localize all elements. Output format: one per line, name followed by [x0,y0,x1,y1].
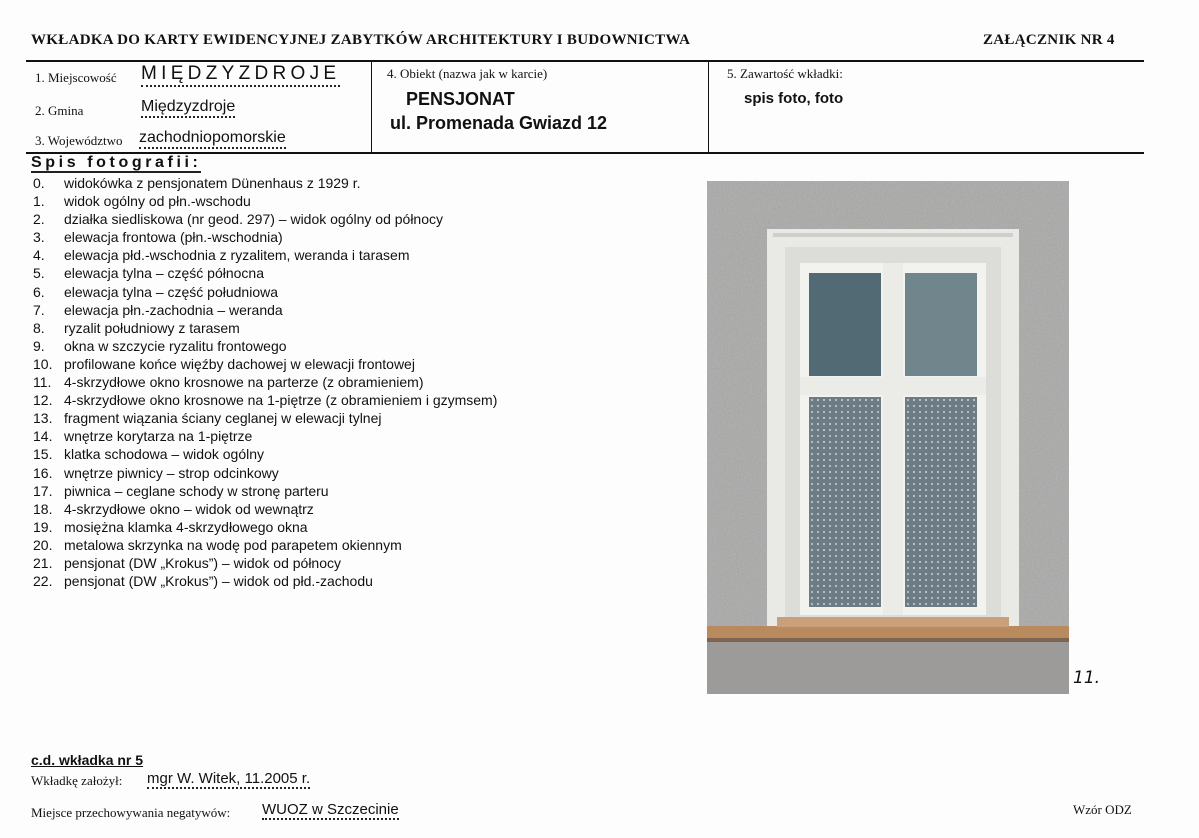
photo-list-item-number: 8. [33,319,45,336]
photo-list-item-text: widok ogólny od płn.-wschodu [64,193,251,210]
photo-list-item-text: pensjonat (DW „Krokus”) – widok od północy [64,554,342,571]
photo-list-item-text: widokówka z pensjonatem Dünenhaus z 1929 r. [64,175,361,191]
document-title: WKŁADKA DO KARTY EWIDENCYJNEJ ZABYTKÓW ARCHITEKTURY I BUDOWNICTWA [31,32,691,48]
photo-list-item-number: 18. [33,500,53,517]
photo-list-item [33,500,497,518]
photo-list-item-text: klatka schodowa – widok ogólny [64,446,265,463]
photo-list-item [33,192,497,210]
photo-list-item-number: 15. [33,446,53,463]
photo-list-item-number: 1. [33,193,45,210]
photo-list-item [33,373,497,391]
photo-list-item-text: elewacja płd.-wschodnia z ryzalitem, weranda i tarasem [64,247,410,264]
photo-list-item [33,518,497,536]
photo-list-item [33,283,497,301]
photo-list-item-number: 7. [33,301,45,318]
photo-list-item-text: pensjonat (DW „Krokus”) – widok od płd.-zachodu [64,573,373,590]
template-label: Wzór ODZ [1073,802,1132,817]
photo-list-item-number: 6. [33,283,45,300]
photo-list-item-number: 13. [33,410,53,427]
obiekt-label: 4. Obiekt (nazwa jak w karcie) [387,66,548,81]
photo-list-item-text: profilowane końce więźby dachowej w elewacji frontowej [64,355,415,372]
photo-list-item [33,174,497,192]
photo-list-item [33,536,497,554]
photo-list-item [33,391,497,409]
photo-list-item-number: 16. [33,464,53,481]
photo-list-item [33,337,497,355]
obiekt-name: PENSJONAT [406,89,515,109]
photo-list-item [33,301,497,319]
column-divider-1 [371,60,372,153]
photo-list-item [33,355,497,373]
photo-list-item-text: 4-skrzydłowe okno krosnowe na 1-piętrze (z obramieniem i gzymsem) [64,392,498,409]
wojewodztwo-label: 3. Województwo [35,133,123,148]
photo-list-item-text: elewacja tylna – część północna [64,265,265,282]
photo-list-item-text: mosiężna klamka 4-skrzydłowego okna [64,518,308,535]
photo-list-item-number: 3. [33,229,45,246]
photo-number: 11. [1073,668,1101,688]
table-top-border [26,60,1144,62]
gmina-label: 2. Gmina [35,103,84,118]
photo-list-item-text: ryzalit południowy z tarasem [64,319,240,336]
photo-list-item-text: piwnica – ceglane schody w stronę parteru [64,482,329,499]
photo-list-item-text: działka siedliskowa (nr geod. 297) – widok ogólny od północy [64,211,443,228]
column-divider-2 [708,60,709,153]
photo-list-item-number: 12. [33,392,53,409]
photo-list-item-text: fragment wiązania ściany ceglanej w elewacji tylnej [64,410,382,427]
continued-note: c.d. wkładka nr 5 [31,752,144,768]
photo-list-item [33,228,497,246]
window-photo [707,181,1069,694]
photo-list-item-number: 9. [33,337,45,354]
photo-list-item-text: elewacja płn.-zachodnia – weranda [64,301,283,318]
photo-list-item-number: 5. [33,265,45,282]
photo-list-item-number: 10. [33,355,53,372]
photo-list-item-text: okna w szczycie ryzalitu frontowego [64,337,287,354]
photo-list-item-number: 20. [33,536,53,553]
photo-list-item-text: elewacja frontowa (płn.-wschodnia) [64,229,283,246]
zawartosc-label: 5. Zawartość wkładki: [727,66,843,81]
photo-list-item-text: wnętrze piwnicy – strop odcinkowy [64,464,279,481]
annex-number: ZAŁĄCZNIK NR 4 [983,32,1115,48]
photo-list-item [33,464,497,482]
founded-label: Wkładkę założył: [31,773,123,788]
miejscowosc-value: MIĘDZYZDROJE [141,63,340,87]
storage-label: Miejsce przechowywania negatywów: [31,805,231,820]
obiekt-address: ul. Promenada Gwiazd 12 [390,113,608,133]
photo-list-item-number: 11. [33,374,52,391]
photo-list-item-number: 14. [33,428,53,445]
photo-list-item [33,554,497,572]
photo-list-item [33,572,497,590]
photo-list-item [33,210,497,228]
gmina-value: Międzyzdroje [141,98,235,118]
founded-value: mgr W. Witek, 11.2005 r. [147,770,311,787]
photo-list-item-text: elewacja tylna – część południowa [64,283,279,300]
photo-list-title: Spis fotografii: [31,154,202,171]
photo-list-item [33,319,497,337]
photo-list-item-number: 4. [33,247,45,264]
photo-list-item [33,482,497,500]
wojewodztwo-value: zachodniopomorskie [139,129,286,149]
photo-list-item-text: 4-skrzydłowe okno krosnowe na parterze (z obramieniem) [64,374,424,391]
photo-list-item-number: 21. [33,554,53,571]
photo-list-item-text: 4-skrzydłowe okno – widok od wewnątrz [64,500,314,517]
photo-list-item-number: 19. [33,518,53,535]
photo-list-item-text: metalowa skrzynka na wodę pod parapetem okiennym [64,536,402,553]
photo-list-item-number: 22. [33,573,53,590]
photo-list-item [33,409,497,427]
storage-value: WUOZ w Szczecinie [262,801,399,818]
miejscowosc-label: 1. Miejscowość [35,70,117,85]
photo-list-item [33,246,497,264]
photo-list-item [33,427,497,445]
photo-list-item [33,445,497,463]
photo-list-item-number: 2. [33,211,45,228]
photo-list-item-number: 17. [33,482,53,499]
photo-list [33,174,497,590]
photo-list-item-text: wnętrze korytarza na 1-piętrze [64,428,253,445]
photo-list-item-number: 0. [33,175,45,191]
photo-list-item [33,264,497,282]
zawartosc-value: spis foto, foto [744,90,844,107]
